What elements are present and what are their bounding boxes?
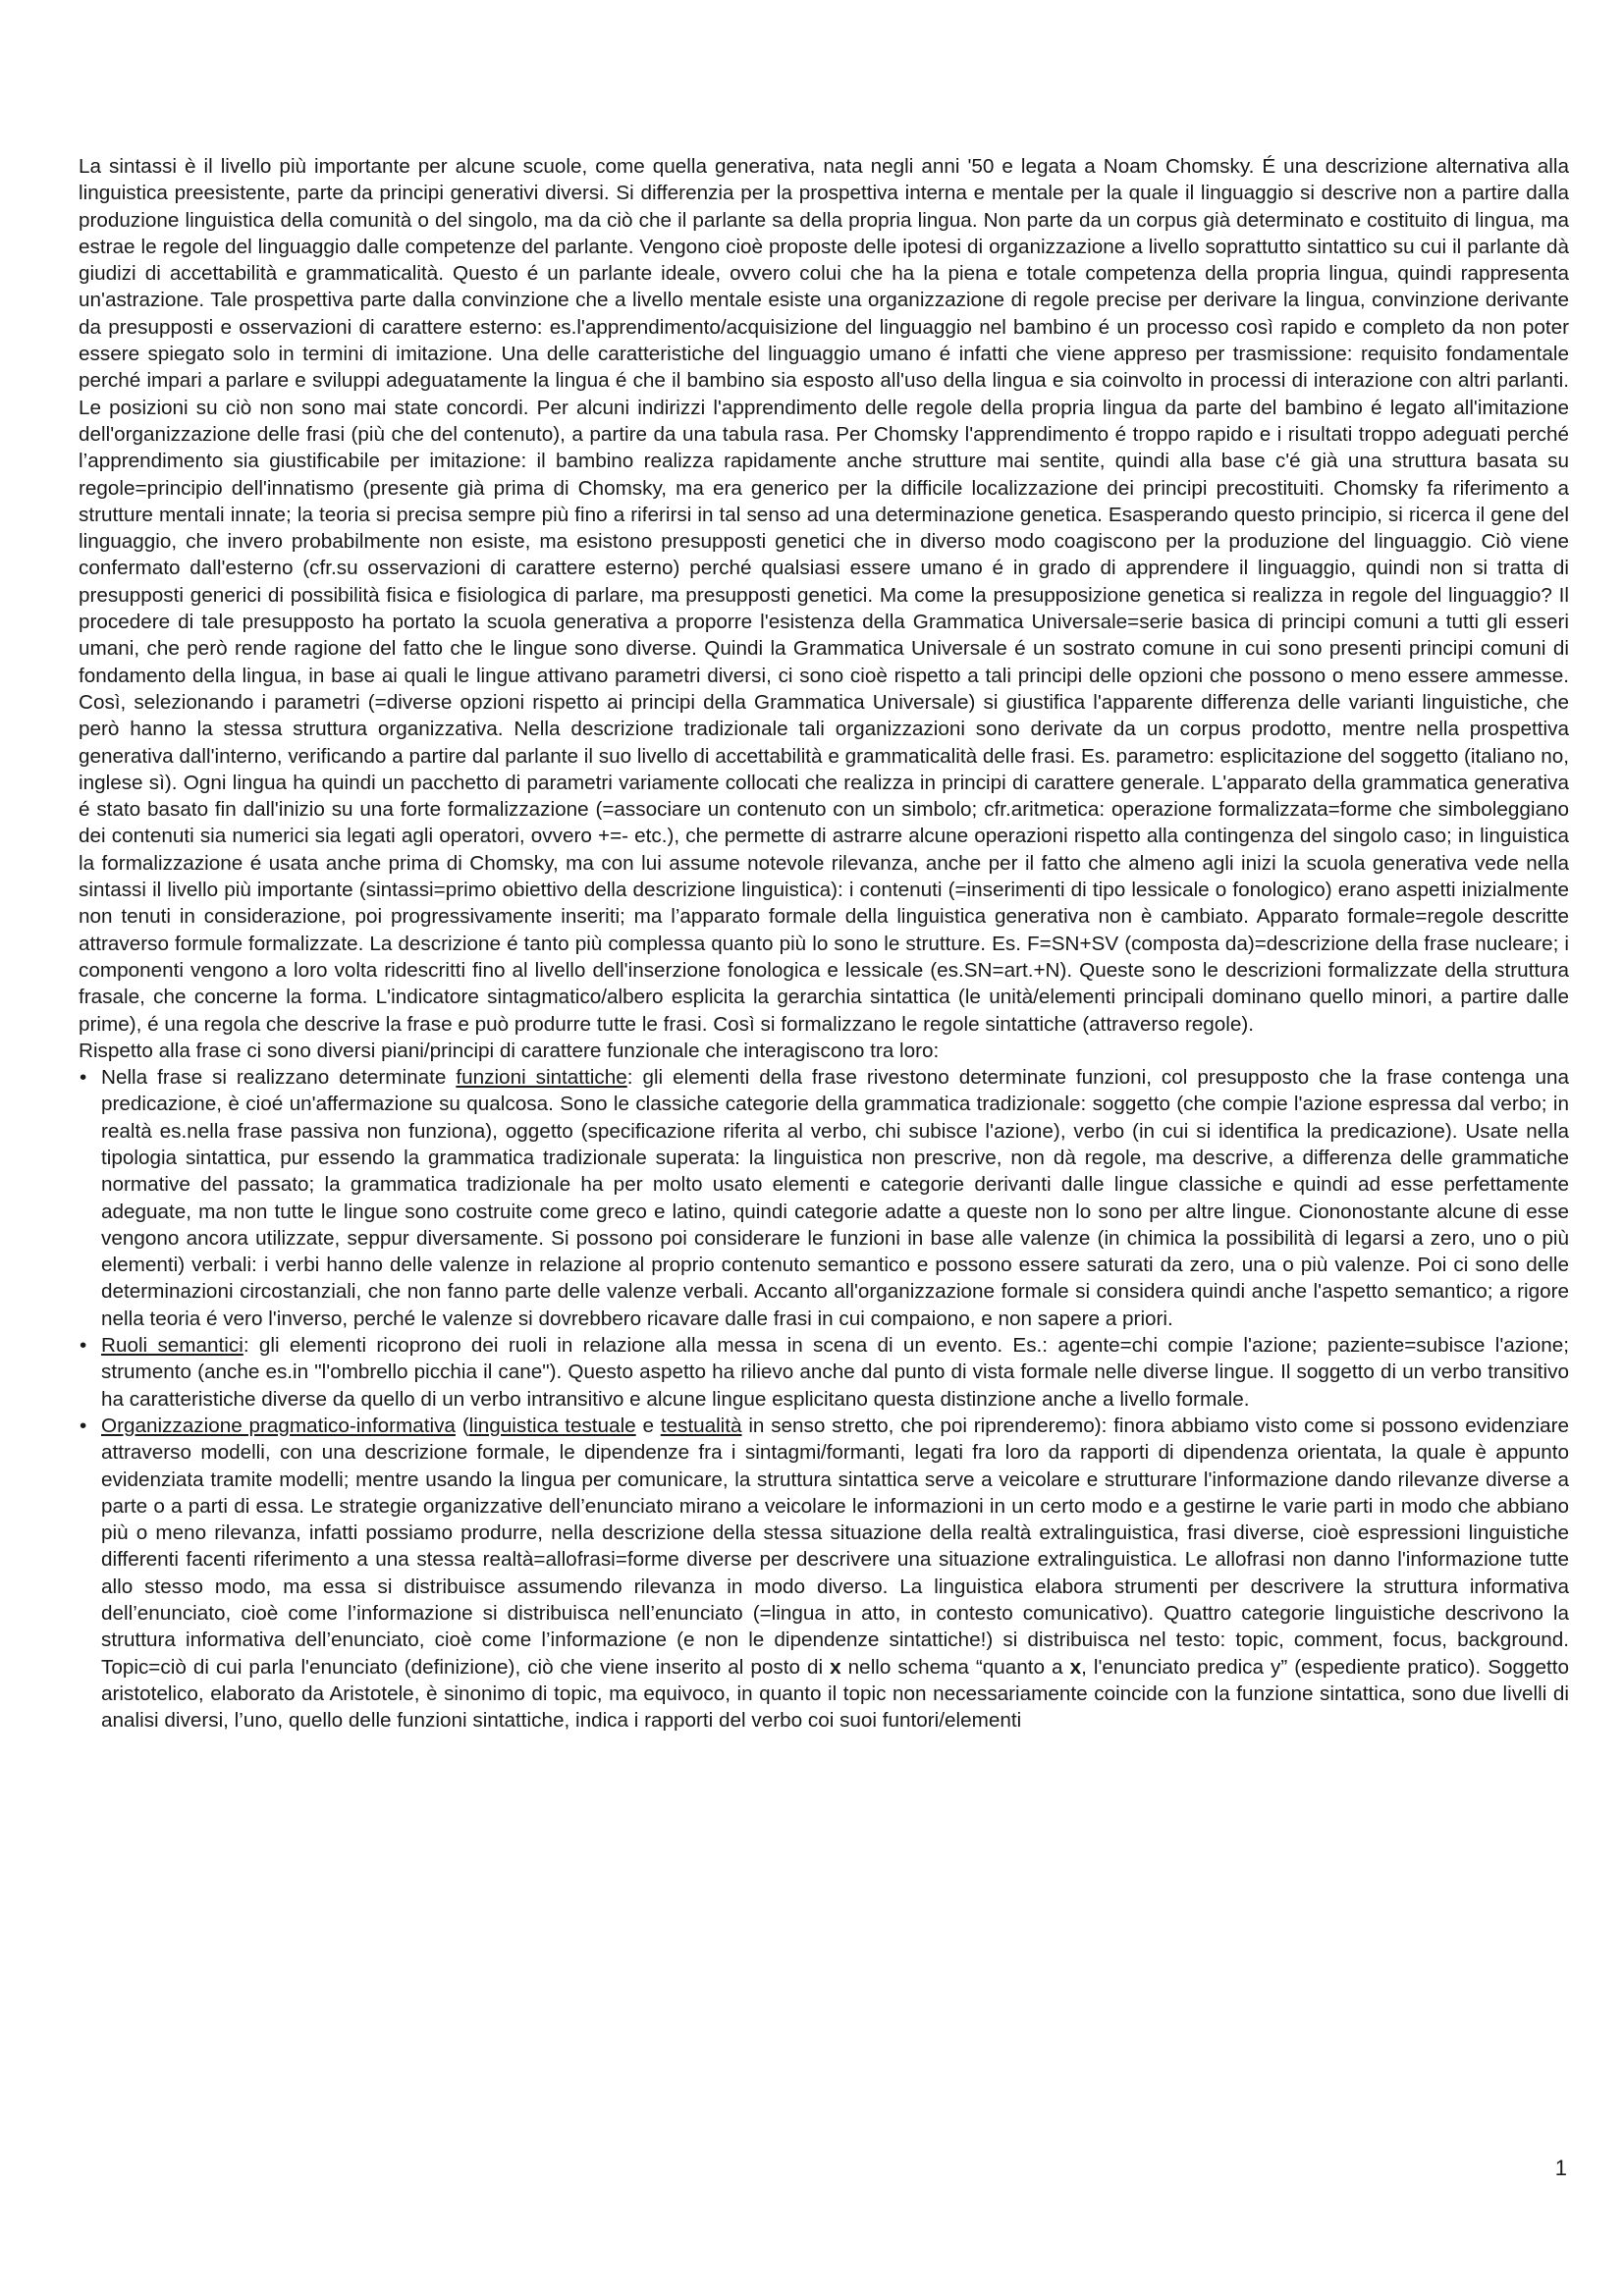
bullet-3-text-c: , l'enunciato predica y” (espediente pratico). Soggetto aristotelico, elaborato da Aristotele, è sinonimo di topic, ma equivoco, in quanto il topic non necessariamente coincide con la funzione sintattica, sono due livelli di analisi diversi, l’uno, quello delle funzioni sintattiche, indica i rapporti del verbo coi suoi funtori/elementi	[101, 1655, 1570, 1733]
intro-paragraph: La sintassi è il livello più importante per alcune scuole, come quella generativa, nata negli anni '50 e legata a Noam Chomsky. É una descrizione alternativa alla linguistica preesistente, parte da principi generativi diversi. Si differenzia per la prospettiva interna e mentale per la quale il linguaggio si descrive non a partire dalla produzione linguistica della comunità o del singolo, ma da ciò che il parlante sa della propria lingua. Non parte da un corpus già determinato e costituito di lingua, ma estrae le regole del linguaggio dalle competenze del parlante. Vengono cioè proposte delle ipotesi di organizzazione a livello soprattutto sintattico su cui il parlante dà giudizi di accettabilità e grammaticalità. Questo é un parlante ideale, ovvero colui che ha la piena e totale competenza della propria lingua, quindi rappresenta un'astrazione. Tale prospettiva parte dalla convinzione che a livello mentale esiste una organizzazione di regole precise per derivare la lingua, convinzione derivante da presupposti e osservazioni di carattere esterno: es.l'apprendimento/acquisizione del linguaggio nel bambino é un processo così rapido e completo da non poter essere spiegato solo in termini di imitazione. Una delle caratteristiche del linguaggio umano é infatti che viene appreso per trasmissione: requisito fondamentale perché impari a parlare e sviluppi adeguatamente la lingua é che il bambino sia esposto all'uso della lingua e sia coinvolto in processi di interazione con altri parlanti. Le posizioni su ciò non sono mai state concordi. Per alcuni indirizzi l'apprendimento delle regole della propria lingua da parte del bambino é legato all'imitazione dell'organizzazione delle frasi (più che del contenuto), a partire da una tabula rasa. Per Chomsky l'apprendimento é troppo rapido e i risultati troppo adeguati perché l’apprendimento sia giustificabile per imitazione: il bambino realizza rapidamente anche strutture mai sentite, quindi alla base c'é già una struttura basata su regole=principio dell'innatismo (presente già prima di Chomsky, ma era generico per la difficile localizzazione dei principi precostituiti. Chomsky fa riferimento a strutture mentali innate; la teoria si precisa sempre più fino a riferirsi in tal senso ad una determinazione genetica. Esasperando questo principio, si ricerca il gene del linguaggio, che invero probabilmente non esiste, ma esistono presupposti genetici che in diverso modo coagiscono per la produzione del linguaggio. Ciò viene confermato dall'esterno (cfr.su osservazioni di carattere esterno) perché qualsiasi essere umano é in grado di apprendere il linguaggio, quindi non si tratta di presupposti generici di possibilità fisica e fisiologica di parlare, ma presupposti genetici. Ma come la presupposizione genetica si realizza in regole del linguaggio? Il procedere di tale presupposto ha portato la scuola generativa a proporre l'esistenza della Grammatica Universale=serie basica di principi comuni a tutti gli esseri umani, che però rende ragione del fatto che le lingue sono diverse. Quindi la Grammatica Universale é un sostrato comune in cui sono presenti principi comuni di fondamento della lingua, in base ai quali le lingue attivano parametri diversi, ci sono cioè rispetto a tali principi delle opzioni che possono o meno essere ammesse. Così, selezionando i parametri (=diverse opzioni rispetto ai principi della Grammatica Universale) si giustifica l'apparente differenza delle varianti linguistiche, che però hanno la stessa struttura organizzativa. Nella descrizione tradizionale tali organizzazioni sono derivate da un corpus prodotto, mentre nella prospettiva generativa dall'interno, verificando a partire dal parlante il suo livello di accettabilità e grammaticalità delle frasi. Es. parametro: esplicitazione del soggetto (italiano no, inglese sì). Ogni lingua ha quindi un pacchetto di parametri variamente collocati che realizza in principi di carattere generale. L'apparato della grammatica generativa é stato basato fin dall'inizio su una forte formalizzazione (=associare un contenuto con un simbolo; cfr.aritmetica: operazione formalizzata=forme che simboleggiano dei contenuti sia numerici sia legati agli operatori, ovvero +=- etc.), che permette di astrarre alcune operazioni rispetto alla contingenza del singolo caso; in linguistica la formalizzazione é usata anche prima di Chomsky, ma con lui assume notevole rilevanza, anche per il fatto che almeno agli inizi la scuola generativa vede nella sintassi il livello più importante (sintassi=primo obiettivo della descrizione linguistica): i contenuti (=inserimenti di tipo lessicale o fonologico) erano aspetti inizialmente non tenuti in considerazione, poi progressivamente inseriti; ma l’apparato formale della linguistica generativa non è cambiato. Apparato formale=regole descritte attraverso formule formalizzate. La descrizione é tanto più complessa quanto più lo sono le strutture. Es. F=SN+SV (composta da)=descrizione della frase nucleare; i componenti vengono a loro volta ridescritti fino al livello dell'inserzione fonologica e lessicale (es.SN=art.+N). Queste sono le descrizioni formalizzate della struttura frasale, che concerne la forma. L'indicatore sintagmatico/albero esplicita la gerarchia sintattica (le unità/elementi principali dominano quello minori, a partire dalle prime), é una regola che descrive la frase e può produrre tutte le frasi. Così si formalizzano le regole sintattiche (attraverso regole).	[79, 155, 1569, 1036]
bullet-list	[79, 1064, 1569, 1734]
page-number: 1	[1554, 2156, 1567, 2180]
bullet-3-open-paren: (	[455, 1414, 469, 1437]
list-item	[79, 1064, 1569, 1332]
bullet-icon: •	[80, 1066, 87, 1090]
term-testualita: testualità	[660, 1414, 742, 1437]
bullet-icon: •	[80, 1414, 87, 1437]
bullet-3-conj: e	[635, 1414, 661, 1437]
bullet-3-text-b: nello schema “quanto a	[840, 1655, 1070, 1679]
bullet-2-text: : gli elementi ricoprono dei ruoli in relazione alla messa in scena di un evento. Es.: agente=chi compie l'azione; paziente=subisce l'azione; strumento (anche es.in "l'ombrello picchia il cane"). Questo aspetto ha rilievo anche dal punto di vista formale nelle diverse lingue. Il soggetto di un verbo transitivo ha caratteristiche diverse da quello di un verbo intransitivo e alcune lingue esplicitano questa distinzione anche a livello formale.	[101, 1334, 1569, 1411]
bold-x-1: x	[830, 1655, 841, 1679]
term-linguistica-testuale: linguistica testuale	[468, 1414, 636, 1437]
bold-x-2: x	[1069, 1655, 1082, 1679]
bullet-1-text: : gli elementi della frase rivestono determinate funzioni, col presupposto che la frase contenga una predicazione, è cioé un'affermazione su qualcosa. Sono le classiche categorie della grammatica tradizionale: soggetto (che compie l'azione espressa dal verbo; in realtà es.nella frase passiva non funziona), oggetto (specificazione riferita al verbo, chi subisce l'azione), verbo (in cui si identifica la predicazione). Usate nella tipologia sintattica, pur essendo la grammatica tradizionale superata: la linguistica non prescrive, non dà regole, ma descrive, a differenza delle grammatiche normative del passato; la grammatica tradizionale ha per molto usato elementi e categorie derivanti dalle lingue classiche e quindi ad esse perfettamente adeguate, ma non tutte le lingue sono costruite come greco e latino, quindi categorie adatte a queste non lo sono per altre lingue. Ciononostante alcune di esse vengono ancora utilizzate, seppur diversamente. Si possono poi considerare le funzioni in base alle valenze (in chimica la possibilità di legarsi a zero, uno o più elementi) verbali: i verbi hanno delle valenze in relazione al proprio contenuto semantico e possono essere saturati da zero, una o più valenze. Poi ci sono delle determinazioni circostanziali, che non fanno parte delle valenze verbali. Accanto all'organizzazione formale si considera quindi anche l'aspetto semantico; a rigore nella teoria é vero l'inverso, perché le valenze si dovrebbero ricavare dalle frasi in cui compaiono, e non sapere a priori.	[101, 1066, 1569, 1330]
bullet-icon: •	[80, 1334, 87, 1358]
list-item	[79, 1332, 1569, 1413]
bullet-3-text-a: in senso stretto, che poi riprenderemo): finora abbiamo visto come si possono evidenziare attraverso modelli, con una descrizione formale, le dipendenze fra i sintagmi/formanti, legati fra loro da rapporti di dipendenza orientata, la quale è appunto evidenziata tramite modelli; mentre usando la lingua per comunicare, la struttura sintattica serve a veicolare e strutturare l'informazione dando rilevanze diverse a parte o a parti di essa. Le strategie organizzative dell’enunciato mirano a veicolare le informazioni in un certo modo e a gestirne le varie parti in modo che abbiano più o meno rilevanza, infatti possiamo produrre, nella descrizione della stessa situazione della realtà extralinguistica, frasi diverse, cioè espressioni linguistiche differenti facenti riferimento a una stessa realtà=allofrasi=forme diverse per descrivere una situazione extralinguistica. Le allofrasi non danno l'informazione tutte allo stesso modo, ma essa si distribuisce assumendo rilevanza in modo diverso. La linguistica elabora strumenti per descrivere la struttura informativa dell’enunciato, cioè come l’informazione si distribuisca nell’enunciato (=lingua in atto, in contesto comunicativo). Quattro categorie linguistiche descrivono la struttura informativa dell’enunciato, cioè come l’informazione (e non le dipendenze sintattiche!) si distribuisca nel testo: topic, comment, focus, background. Topic=ciò di cui parla l'enunciato (definizione), ciò che viene inserito al posto di	[101, 1414, 1569, 1679]
term-ruoli-semantici: Ruoli semantici	[101, 1334, 244, 1358]
term-funzioni-sintattiche: funzioni sintattiche	[456, 1066, 627, 1090]
list-item	[79, 1413, 1569, 1735]
bullet-1-pre: Nella frase si realizzano determinate	[101, 1066, 457, 1090]
list-intro: Rispetto alla frase ci sono diversi piani/principi di carattere funzionale che interagiscono tra loro:	[79, 1039, 940, 1062]
term-organizzazione-pragmatico-informativa: Organizzazione pragmatico-informativa	[101, 1414, 456, 1437]
